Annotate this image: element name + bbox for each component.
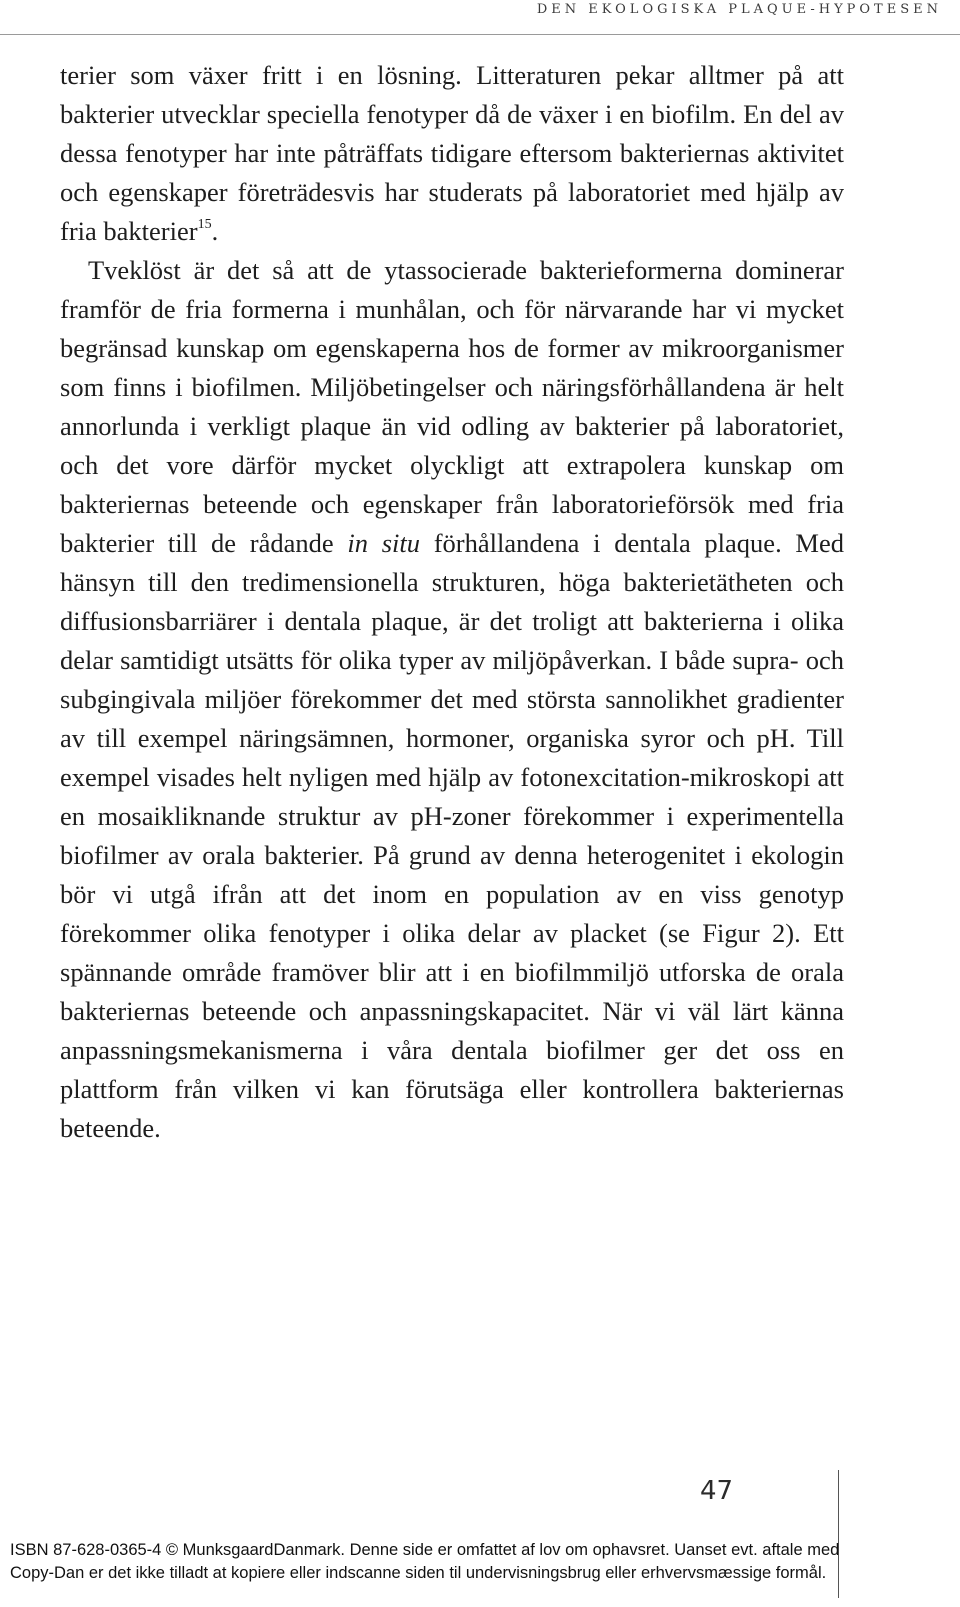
copyright-footer-line-1: ISBN 87-628-0365-4 © MunksgaardDanmark. Denne side er omfattet af lov om ophavsret. Uanset evt. aftale med (10, 1541, 840, 1559)
page-number: 47 (700, 1476, 734, 1506)
paragraph-1-text: terier som växer fritt i en lösning. Litteraturen pekar alltmer på att bakterier utvecklar speciella fenotyper då de växer i en biofilm. En del av dessa fenotyper har inte påträffats tidigare eftersom bakteriernas aktivitet och egenskaper företrädesvis har studerats på laboratoriet med hjälp av fria bakterier (60, 60, 844, 246)
paragraph-2 (60, 251, 844, 1148)
running-header: DEN EKOLOGISKA PLAQUE-HYPOTESEN (536, 2, 942, 17)
paragraph-2-part-2: förhållandena i dentala plaque. Med hänsyn till den tredimensionella strukturen, höga bakterietätheten och diffusionsbarriärer i dentala plaque, är det troligt att bakterierna i olika delar samtidigt utsätts för olika typer av miljöpåverkan. I både supra- och subgingivala miljöer förekommer det med största sannolikhet gradienter av till exempel näringsämnen, hormoner, organiska syror och pH. Till exempel visades helt nyligen med hjälp av fotonexcitation-mikroskopi att en mosaikliknande struktur av pH-zoner förekommer i experimentella biofilmer av orala bakterier. På grund av denna heterogenitet i ekologin bör vi utgå ifrån att det inom en population av en viss genotyp förekommer olika fenotyper i olika delar av placket (se Figur 2). Ett spännande område framöver blir att i en biofilmmiljö utforska de orala bakteriernas beteende och anpassningskapacitet. När vi väl lärt känna anpassningsmekanismerna i våra dentala biofilmer ger det oss en plattform från vilken vi kan förutsäga eller kontrollera bakteriernas beteende. (60, 528, 844, 1143)
paragraph-2-part-1: Tveklöst är det så att de ytassocierade bakterieformerna dominerar framför de fria formerna i munhålan, och för närvarande har vi mycket begränsad kunskap om egenskaperna hos de former av mikroorganismer som finns i biofilmen. Miljöbetingelser och näringsförhållandena är helt annorlunda i verkligt plaque än vid odling av bakterier på laboratoriet, och det vore därför mycket olyckligt att extrapolera kunskap om bakteriernas beteende och egenskaper från laboratorieförsök med fria bakterier till de rådande (60, 255, 844, 558)
footnote-reference: 15 (197, 217, 212, 232)
italic-term: in situ (347, 528, 420, 558)
paragraph-1 (60, 56, 844, 251)
paragraph-1-end: . (211, 216, 219, 246)
header-divider (0, 34, 960, 35)
body-text (60, 56, 844, 1148)
copyright-footer-line-2: Copy-Dan er det ikke tilladt at kopiere eller indscanne siden til undervisningsbrug eller erhvervsmæssige formål. (10, 1564, 827, 1582)
